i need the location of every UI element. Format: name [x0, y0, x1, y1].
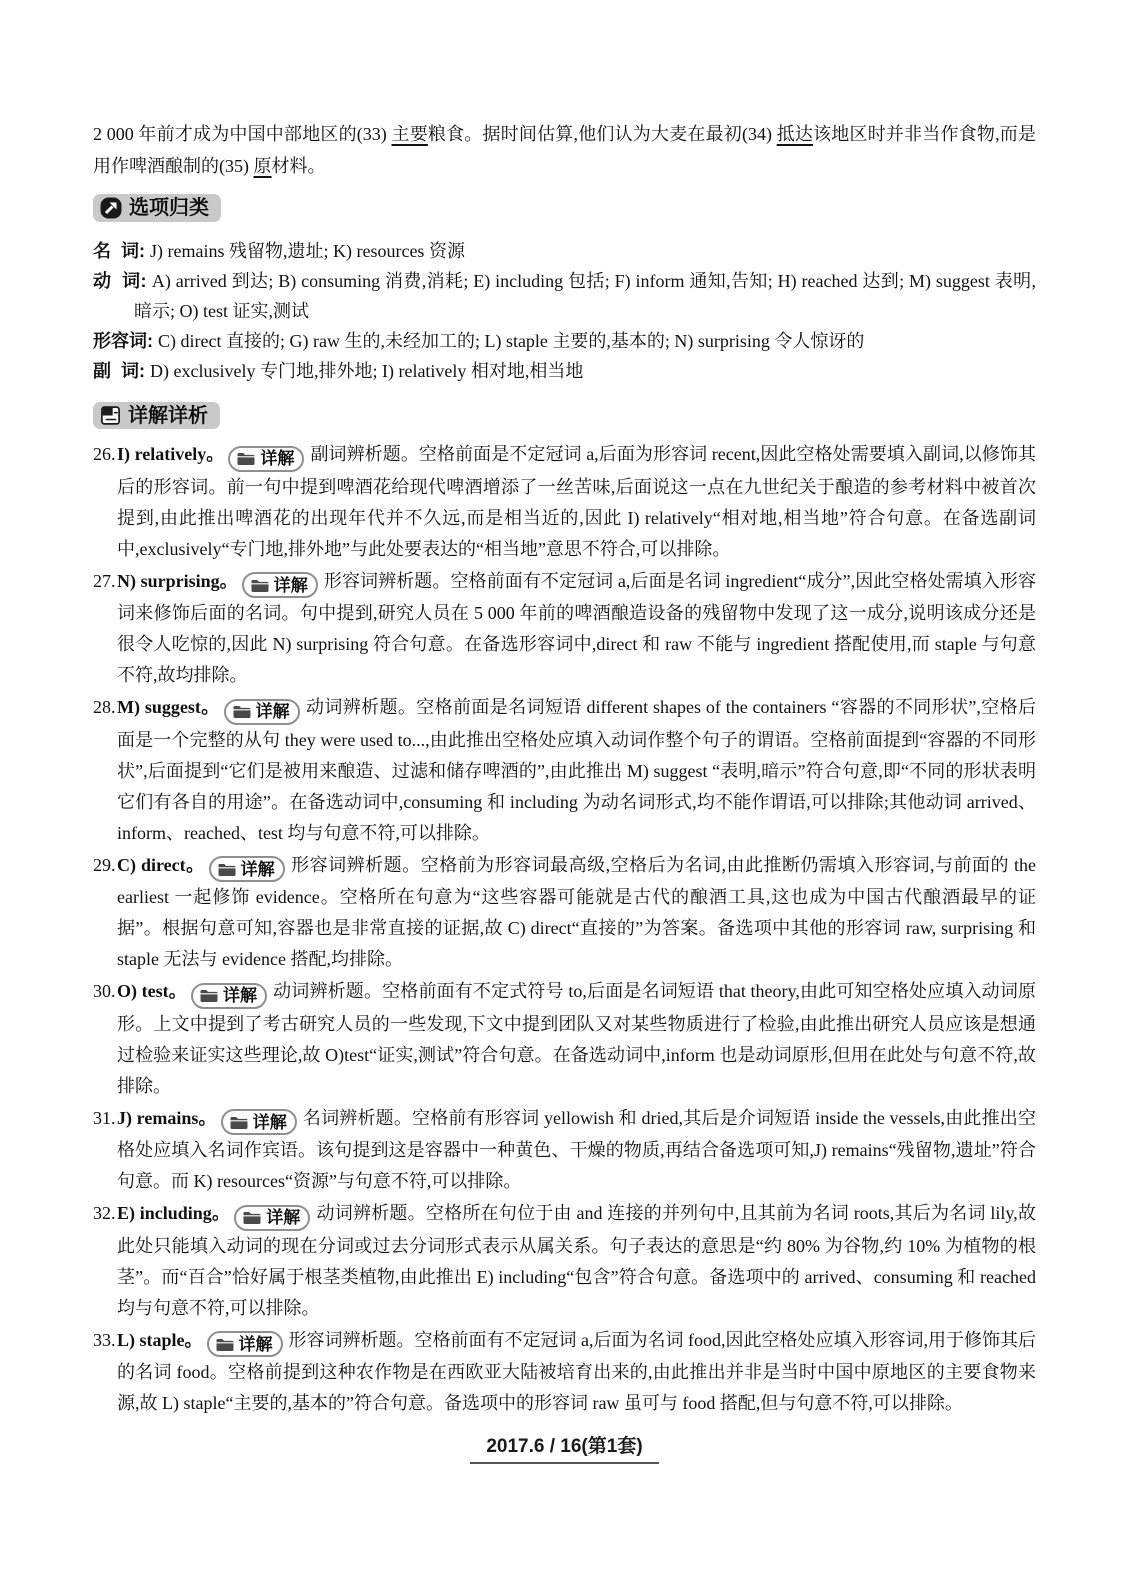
- item-number: 31.: [93, 1107, 116, 1128]
- detail-badge-label: 详解: [273, 575, 308, 595]
- explanations-section-header: [93, 402, 220, 429]
- folder-icon: [242, 1210, 262, 1225]
- item-explanation: 动词辨析题。空格前面是名词短语 different shapes of the containers “容器的不同形状”,空格后面是一个完整的从句 they were used to...,由此推出空格处应填入动词作整个句子的谓语。空格前面提到“容器的不同形状”,后面提到“它们是被用来酿造、过滤和储存啤酒的”,由此推出 M) suggest “表明,暗示”符合句意,即“不同的形状表明它们有各自的用途”。在备选动词中,consuming 和 including 为动名词形式,均不能作谓语,可以排除;其他动词 arrived、inform、reached、test 均与句意不符,可以排除。: [117, 697, 1036, 843]
- pos-label: 形容词:: [93, 331, 158, 351]
- intro-text: 2 000 年前才成为中国中部地区的(33): [93, 124, 392, 144]
- explanation-list: [93, 439, 1036, 1419]
- item-answer: C) direct。: [117, 854, 205, 875]
- item-answer: M) suggest。: [117, 697, 220, 717]
- pos-row: [93, 356, 1036, 386]
- pos-row: [93, 266, 1036, 326]
- folder-icon: [229, 1115, 249, 1130]
- item-number: 30.: [93, 981, 116, 1001]
- explanation-item: [93, 1103, 1036, 1198]
- detail-badge: [221, 1109, 297, 1135]
- folder-icon: [250, 578, 270, 593]
- item-number: 33.: [93, 1329, 116, 1350]
- pos-label: 名 词:: [93, 241, 150, 261]
- intro-paragraph: [93, 118, 1036, 182]
- item-number: 32.: [93, 1203, 116, 1223]
- pos-content: J) remains 残留物,遗址; K) resources 资源: [150, 241, 465, 261]
- intro-text: 该地区时并非当作食物,而是用作啤酒酿制的(35): [93, 124, 1037, 176]
- folder-icon: [217, 862, 237, 877]
- item-explanation: 形容词辨析题。空格前面有不定冠词 a,后面为名词 food,因此空格处应填入形容词,用于修饰其后的名词 food。空格前提到这种农作物是在西欧亚大陆被培育出来的,由此推出并非是当时中国中原地区的主要食物来源,故 L) staple“主要的,基本的”符合句意。备选项中的形容词 raw 虽可与 food 搭配,但与句意不符,可以排除。: [117, 1329, 1037, 1413]
- options-section-header: [93, 194, 221, 222]
- item-answer: I) relatively。: [117, 444, 225, 464]
- explanation-item: [93, 1198, 1036, 1324]
- detail-badge-label: 详解: [266, 1208, 301, 1227]
- detail-badge: [209, 856, 285, 882]
- item-explanation: 名词辨析题。空格前有形容词 yellowish 和 dried,其后是介词短语 inside the vessels,由此推出空格处应填入名词作宾语。该句提到这是容器中一种黄色、干燥的物质,再结合备选项可知,J) remains“残留物,遗址”符合句意。而 K) resources“资源”与句意不符,可以排除。: [117, 1107, 1036, 1191]
- pos-row: [93, 236, 1036, 266]
- intro-text: 材料。: [271, 156, 326, 176]
- folder-icon: [232, 704, 252, 719]
- notebook-icon: [100, 405, 121, 426]
- detail-badge: [191, 983, 267, 1009]
- pos-list: [93, 236, 1036, 386]
- folder-icon: [199, 988, 219, 1003]
- detail-badge-label: 详解: [255, 702, 290, 721]
- page-footer: [93, 1431, 1036, 1464]
- item-number: 26.: [93, 444, 116, 464]
- pos-content: C) direct 直接的; G) raw 生的,未经加工的; L) staple 主要的,基本的; N) surprising 令人惊讶的: [158, 331, 865, 351]
- folder-icon: [236, 451, 256, 466]
- item-explanation: 动词辨析题。空格前面有不定式符号 to,后面是名词短语 that theory,由此可知空格处应填入动词原形。上文中提到了考古研究人员的一些发现,下文中提到团队又对某些物质进行了检验,由此推出研究人员应该是想通过检验来证实这些理论,故 O)test“证实,测试”符合句意。在备选动词中,inform 也是动词原形,但用在此处与句意不符,故排除。: [117, 981, 1036, 1096]
- explanation-item: [93, 1325, 1036, 1420]
- pos-content: D) exclusively 专门地,排外地; I) relatively 相对地,相当地: [150, 361, 584, 381]
- item-explanation: 形容词辨析题。空格前面有不定冠词 a,后面是名词 ingredient“成分”,因此空格处需填入形容词来修饰后面的名词。句中提到,研究人员在 5 000 年前的啤酒酿造设备的残留物中发现了这一成分,说明该成分还是很令人吃惊的,因此 N) surprising 符合句意。在备选形容词中,direct 和 raw 不能与 ingredient 搭配使用,而 staple 与句意不符,故均排除。: [117, 570, 1036, 685]
- explanation-item: [93, 692, 1036, 849]
- arrow-up-right-icon: [100, 197, 122, 219]
- item-explanation: 动词辨析题。空格所在句位于由 and 连接的并列句中,且其前为名词 roots,其后为名词 lily,故此处只能填入动词的现在分词或过去分词形式表示从属关系。句子表达的意思是“约 80% 为谷物,约 10% 为植物的根茎”。而“百合”恰好属于根茎类植物,由此推出 E) including“包含”符合句意。备选项中的 arrived、consuming 和 reached 均与句意不符,可以排除。: [117, 1203, 1036, 1318]
- detail-badge: [228, 446, 304, 472]
- detail-badge-label: 详解: [238, 1334, 273, 1354]
- detail-badge-label: 详解: [252, 1112, 287, 1132]
- explanation-item: [93, 566, 1036, 692]
- explanation-item: [93, 976, 1036, 1102]
- blank-answer-word: 抵达: [776, 124, 814, 144]
- explanation-item: [93, 850, 1036, 976]
- pos-label: 副 词:: [93, 361, 150, 381]
- item-explanation: 副词辨析题。空格前面是不定冠词 a,后面为形容词 recent,因此空格处需要填入副词,以修饰其后的形容词。前一句中提到啤酒花给现代啤酒增添了一丝苦味,后面说这一点在九世纪关于酿造的参考材料中被首次提到,由此推出啤酒花的出现年代并不久远,而是相当近的,因此 I) relatively“相对地,相当地”符合句意。在备选副词中,exclusively“专门地,排外地”与此处要表达的“相当地”意思不符合,可以排除。: [117, 444, 1036, 559]
- explanations-section-title: 详解详析: [128, 404, 208, 427]
- intro-text: 粮食。据时间估算,他们认为大麦在最初(34): [427, 124, 777, 144]
- item-number: 29.: [93, 854, 116, 875]
- document-page: [93, 118, 1036, 1464]
- item-number: 27.: [93, 570, 116, 591]
- page-footer-text: 2017.6 / 16(第1套): [470, 1431, 658, 1464]
- detail-badge: [242, 572, 318, 598]
- item-answer: N) surprising。: [117, 570, 238, 591]
- item-answer: O) test。: [117, 981, 187, 1001]
- item-answer: E) including。: [117, 1203, 231, 1223]
- blank-answer-word: 主要: [391, 124, 428, 144]
- detail-badge: [234, 1205, 310, 1231]
- explanation-item: [93, 439, 1036, 565]
- pos-content: A) arrived 到达; B) consuming 消费,消耗; E) including 包括; F) inform 通知,告知; H) reached 达到; M) suggest 表明,暗示; O) test 证实,测试: [134, 271, 1036, 321]
- blank-answer-word: 原: [253, 156, 272, 176]
- item-explanation: 形容词辨析题。空格前为形容词最高级,空格后为名词,由此推断仍需填入形容词,与前面的 the earliest 一起修饰 evidence。空格所在句意为“这些容器可能就是古代的酿酒工具,这也成为中国古代酿酒最早的证据”。根据句意可知,容器也是非常直接的证据,故 C) direct“直接的”为答案。备选项中其他的形容词 raw, surprising 和 staple 无法与 evidence 搭配,均排除。: [117, 854, 1036, 969]
- item-answer: J) remains。: [117, 1107, 217, 1128]
- options-section-title: 选项归类: [129, 197, 209, 219]
- pos-label: 动 词:: [93, 271, 152, 291]
- pos-row: [93, 326, 1036, 356]
- item-number: 28.: [93, 697, 116, 717]
- detail-badge: [207, 1331, 283, 1357]
- detail-badge-label: 详解: [222, 986, 257, 1005]
- detail-badge-label: 详解: [260, 449, 295, 468]
- detail-badge: [224, 699, 300, 725]
- folder-icon: [215, 1337, 235, 1352]
- detail-badge-label: 详解: [240, 859, 275, 879]
- item-answer: L) staple。: [117, 1329, 203, 1350]
